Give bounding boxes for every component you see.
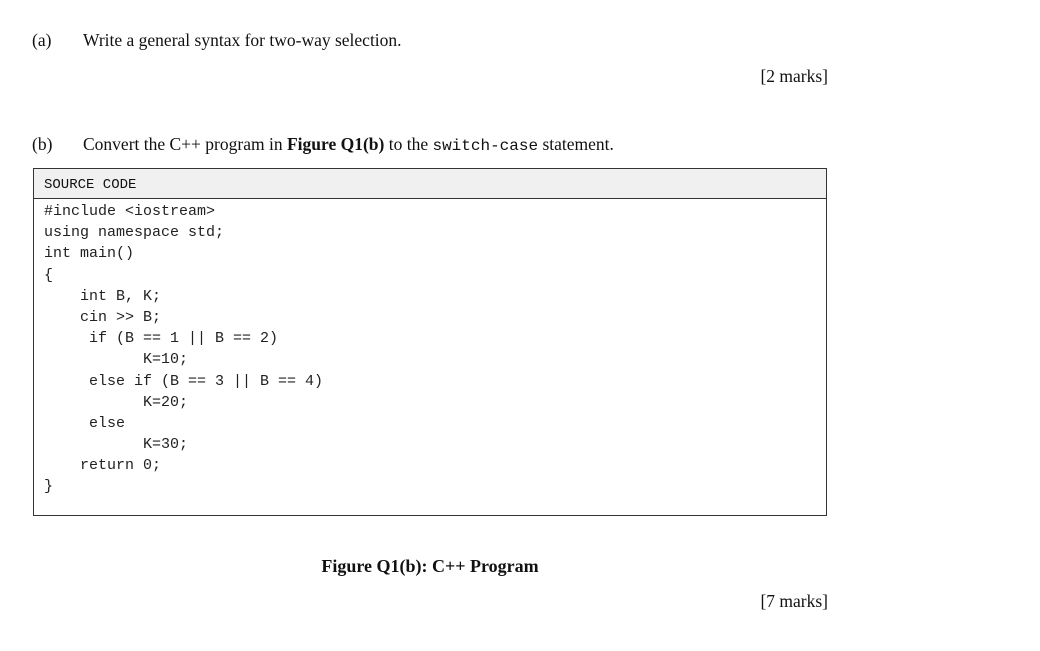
- question-b-text-after: statement.: [538, 134, 614, 154]
- question-b-marks: [7 marks]: [760, 591, 828, 611]
- code-line: K=30;: [44, 436, 189, 454]
- source-code-box: [33, 168, 827, 516]
- code-line: K=10;: [44, 351, 189, 369]
- code-line: else: [44, 414, 126, 432]
- switch-case-keyword: switch-case: [432, 137, 539, 155]
- source-code-body: [34, 199, 826, 498]
- code-line: else if (B == 3 || B == 4): [44, 372, 324, 390]
- question-b-text-middle: to the: [384, 134, 433, 154]
- code-line: int B, K;: [44, 287, 162, 305]
- code-line: cin >> B;: [44, 308, 162, 326]
- question-b-text-before: Convert the C++ program in: [83, 134, 287, 154]
- code-line: using namespace std;: [44, 224, 225, 242]
- figure-reference: Figure Q1(b): [286, 134, 385, 154]
- figure-caption: Figure Q1(b): C++ Program: [321, 556, 539, 576]
- source-code-header: SOURCE CODE: [34, 169, 826, 199]
- question-a-marks: [2 marks]: [760, 66, 828, 86]
- code-line: #include <iostream>: [44, 203, 216, 220]
- code-line: {: [44, 266, 54, 284]
- code-line: K=20;: [44, 393, 189, 411]
- code-line: if (B == 1 || B == 2): [44, 330, 279, 348]
- code-line: }: [44, 478, 54, 496]
- question-b-label: (b): [32, 134, 53, 154]
- question-a-text: Write a general syntax for two-way selection.: [83, 30, 402, 50]
- question-b-text: [83, 134, 614, 155]
- code-line: int main(): [44, 245, 135, 263]
- code-line: return 0;: [44, 457, 162, 475]
- question-a-label: (a): [32, 30, 52, 50]
